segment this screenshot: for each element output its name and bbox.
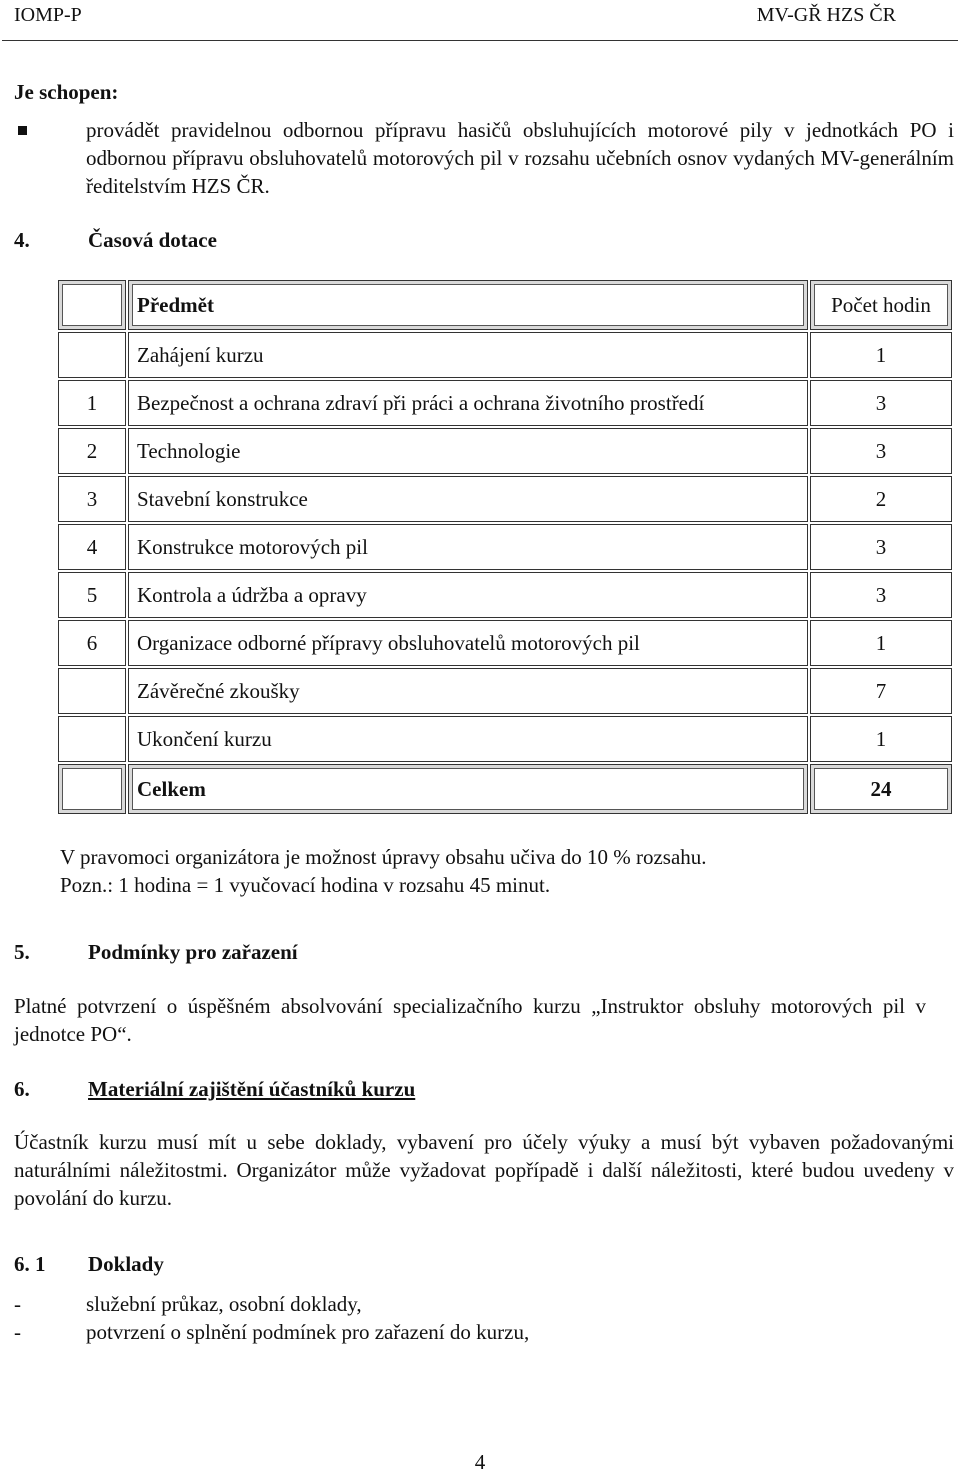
list-item: potvrzení o splnění podmínek pro zařazení do kurzu, (86, 1320, 530, 1344)
table-total-label-cell (128, 764, 808, 814)
table-total-hours: 24 (870, 776, 892, 801)
header-right: MV-GŘ HZS ČR (756, 4, 896, 26)
table-note-scope: V pravomoci organizátora je možnost úpravy obsahu učiva do 10 % rozsahu. (60, 845, 707, 869)
section-6-text: Účastník kurzu musí mít u sebe doklady, vybavení pro účely výuky a musí být vybaven požadovanými naturálními náležitostmi. Organizátor může vyžadovat popřípadě i další náležitosti, které budou uvedeny v povolání do kurzu. (14, 1130, 954, 1210)
section-title: Materiální zajištění účastníků kurzu (88, 1077, 416, 1101)
row-hours: 3 (875, 390, 887, 415)
row-number: 1 (86, 390, 98, 415)
table-total-num-cell (58, 764, 126, 814)
row-subject: Kontrola a údržba a opravy (137, 582, 367, 607)
table-row (58, 572, 952, 620)
page-number: 4 (474, 1450, 486, 1474)
list-item: služební průkaz, osobní doklady, (86, 1292, 362, 1316)
header-left: IOMP-P (14, 4, 82, 26)
row-subject: Ukončení kurzu (137, 726, 272, 751)
header-rule (2, 40, 958, 41)
row-number: 5 (86, 582, 98, 607)
table-total-row (58, 764, 952, 814)
table-row (58, 380, 952, 428)
section-number: 6. (14, 1077, 30, 1101)
intro-heading: Je schopen: (14, 80, 119, 104)
section-number: 6. 1 (14, 1252, 46, 1276)
table-row (58, 620, 952, 668)
row-hours: 1 (875, 342, 887, 367)
table-header-subject-cell (128, 280, 808, 330)
table-row (58, 668, 952, 716)
row-hours: 3 (875, 582, 887, 607)
section-number: 4. (14, 228, 30, 252)
table-header-subject: Předmět (137, 292, 214, 317)
row-hours: 3 (875, 534, 887, 559)
row-number: 2 (86, 438, 98, 463)
time-allocation-table (58, 280, 952, 814)
table-row (58, 716, 952, 764)
list-item-dash: - (14, 1292, 21, 1316)
table-header-hours-cell (810, 280, 952, 330)
row-subject: Zahájení kurzu (137, 342, 264, 367)
section-title: Časová dotace (88, 228, 217, 252)
table-row (58, 428, 952, 476)
section-title: Doklady (88, 1252, 164, 1276)
row-hours: 7 (875, 678, 887, 703)
row-hours: 1 (875, 630, 887, 655)
table-header-hours: Počet hodin (831, 292, 931, 317)
row-subject: Bezpečnost a ochrana zdraví při práci a ochrana životního prostředí (137, 390, 705, 415)
table-total-hours-cell (810, 764, 952, 814)
table-header-row (58, 280, 952, 330)
row-subject: Stavební konstrukce (137, 486, 308, 511)
row-hours: 3 (875, 438, 887, 463)
row-number: 4 (86, 534, 98, 559)
table-row (58, 524, 952, 572)
row-hours: 2 (875, 486, 887, 511)
intro-bullet-text: provádět pravidelnou odbornou přípravu hasičů obsluhujících motorové pily v jednotkách PO i odbornou přípravu obsluhovatelů motorových pil v rozsahu učebních osnov vydaných MV-generálním ředitelstvím HZS ČR. (86, 118, 954, 198)
row-subject: Závěrečné zkoušky (137, 678, 300, 703)
list-item-dash: - (14, 1320, 21, 1344)
table-header-num-cell (58, 280, 126, 330)
row-subject: Organizace odborné přípravy obsluhovatelů motorových pil (137, 630, 640, 655)
row-number: 3 (86, 486, 98, 511)
bullet-icon (18, 126, 27, 135)
table-row (58, 332, 952, 380)
row-hours: 1 (875, 726, 887, 751)
table-note-hour: Pozn.: 1 hodina = 1 vyučovací hodina v rozsahu 45 minut. (60, 873, 551, 897)
section-5-text: Platné potvrzení o úspěšném absolvování specializačního kurzu „Instruktor obsluhy motorových pil v jednotce PO“. (14, 994, 926, 1046)
section-title: Podmínky pro zařazení (88, 940, 298, 964)
section-number: 5. (14, 940, 30, 964)
row-number: 6 (86, 630, 98, 655)
table-row (58, 476, 952, 524)
row-subject: Konstrukce motorových pil (137, 534, 368, 559)
table-total-label: Celkem (137, 776, 206, 801)
row-subject: Technologie (137, 438, 241, 463)
